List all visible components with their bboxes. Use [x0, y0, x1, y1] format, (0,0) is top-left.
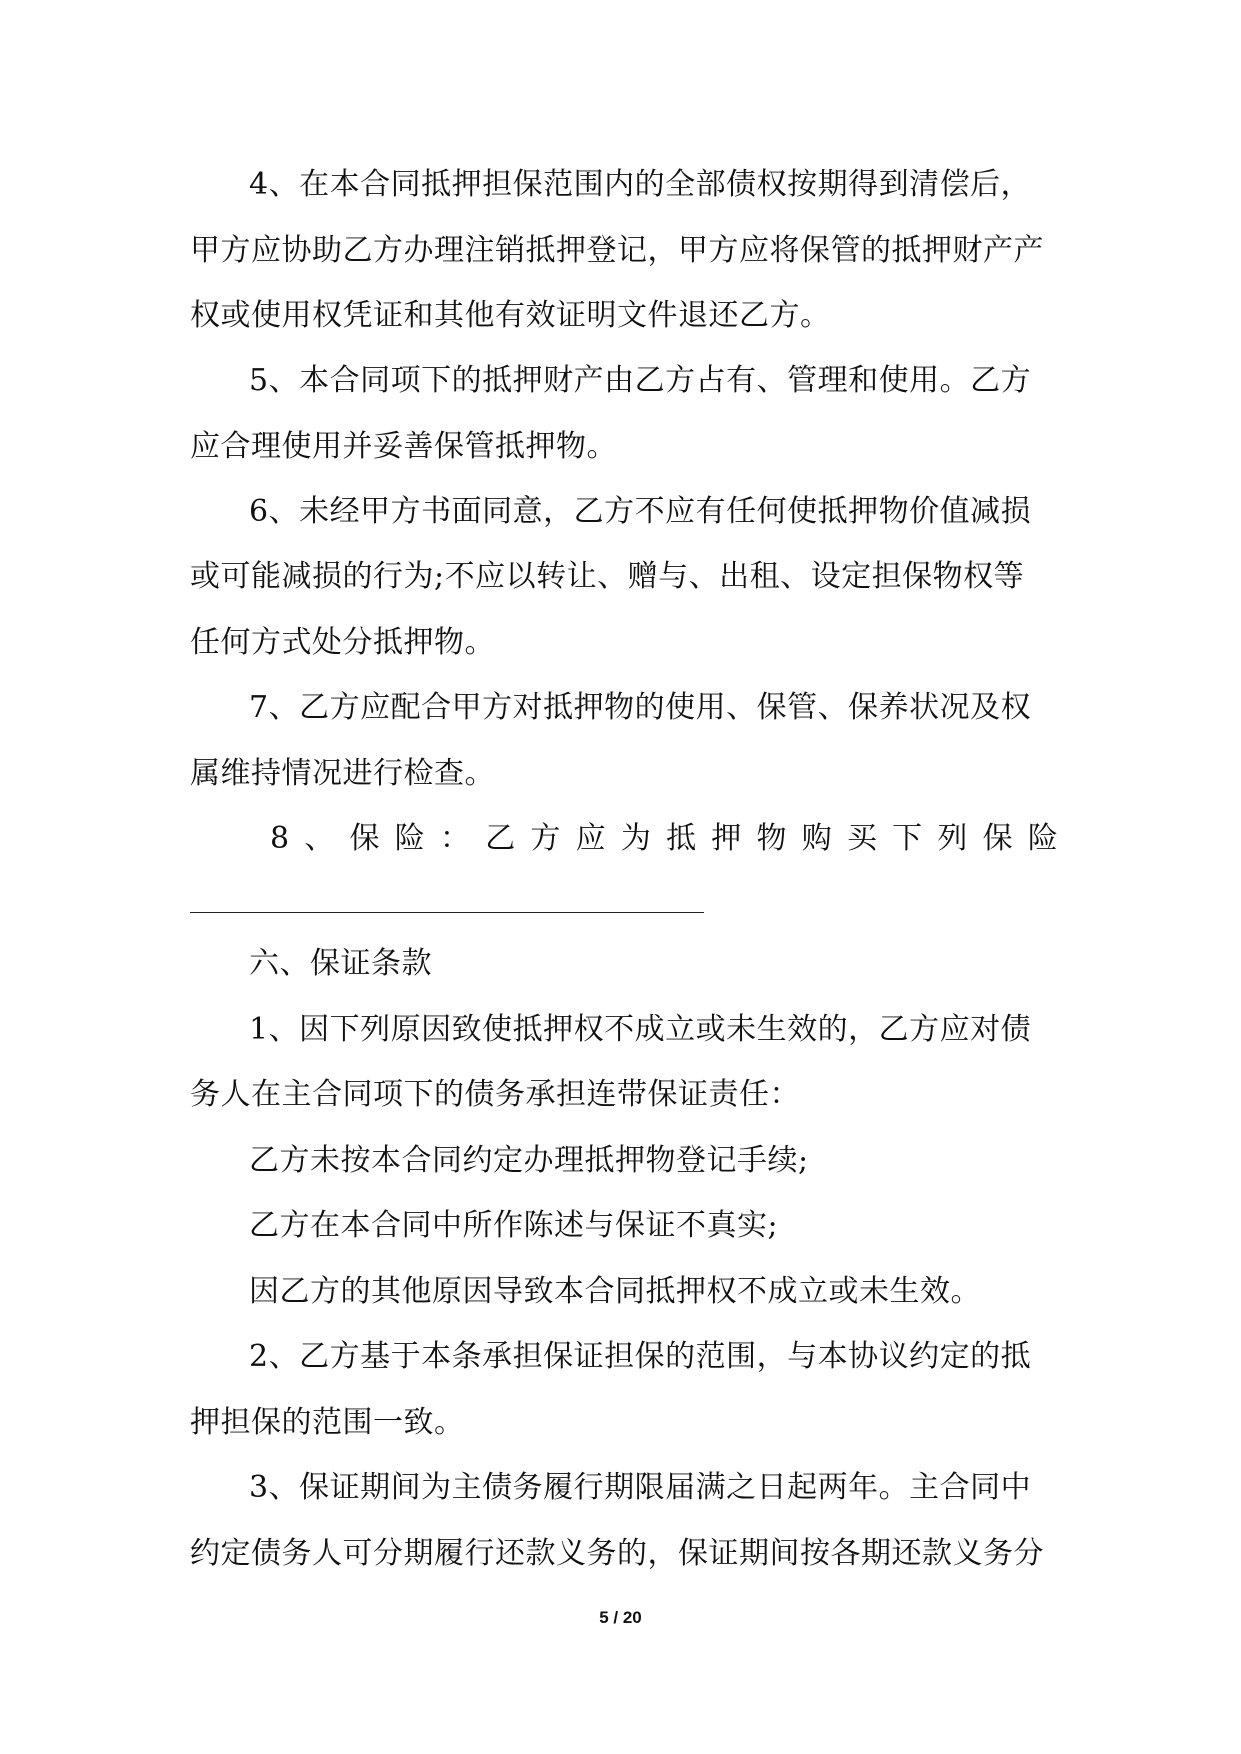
fill-in-blank-line [190, 912, 704, 913]
justified-char: 下 [892, 821, 923, 856]
paragraph-7-line-2: 属维持情况进行检查。 [190, 756, 495, 791]
guarantee-cause-c: 因乙方的其他原因导致本合同抵押权不成立或未生效。 [249, 1274, 981, 1309]
justified-char: ： [439, 821, 470, 856]
justified-char: 购 [801, 821, 832, 856]
paragraph-8-insurance-line [270, 819, 1058, 859]
justified-char: 抵 [666, 821, 697, 856]
paragraph-4-line-1: 4、在本合同抵押担保范围内的全部债权按期得到清偿后， [249, 167, 1032, 202]
justified-char: 列 [937, 821, 968, 856]
guarantee-clause-1-line-1: 1、因下列原因致使抵押权不成立或未生效的，乙方应对债 [249, 1012, 1032, 1047]
justified-char: 、 [304, 821, 335, 856]
page-number: 5 / 20 [599, 1608, 642, 1627]
guarantee-clause-3-line-1: 3、保证期间为主债务履行期限届满之日起两年。主合同中 [249, 1470, 1032, 1505]
justified-char: 8 [270, 821, 290, 856]
justified-char: 险 [394, 821, 425, 856]
guarantee-clause-1-line-2: 务人在主合同项下的债务承担连带保证责任： [190, 1077, 800, 1112]
guarantee-clause-2-line-2: 押担保的范围一致。 [190, 1405, 465, 1440]
justified-char: 应 [575, 821, 606, 856]
justified-char: 方 [530, 821, 561, 856]
justified-char: 物 [756, 821, 787, 856]
justified-char: 险 [1027, 821, 1058, 856]
justified-char: 保 [982, 821, 1013, 856]
paragraph-4-line-2: 甲方应协助乙方办理注销抵押登记，甲方应将保管的抵押财产产 [190, 233, 1044, 268]
guarantee-clause-2-line-1: 2、乙方基于本条承担保证担保的范围，与本协议约定的抵 [249, 1339, 1032, 1374]
justified-char: 押 [711, 821, 742, 856]
paragraph-6-line-2: 或可能减损的行为;不应以转让、赠与、出租、设定担保物权等 [190, 559, 1025, 594]
paragraph-7-line-1: 7、乙方应配合甲方对抵押物的使用、保管、保养状况及权 [249, 690, 1032, 725]
guarantee-cause-b: 乙方在本合同中所作陈述与保证不真实; [249, 1208, 779, 1243]
paragraph-5-line-1: 5、本合同项下的抵押财产由乙方占有、管理和使用。乙方 [249, 363, 1032, 398]
guarantee-cause-a: 乙方未按本合同约定办理抵押物登记手续; [249, 1143, 809, 1178]
paragraph-5-line-2: 应合理使用并妥善保管抵押物。 [190, 429, 617, 464]
justified-char: 为 [620, 821, 651, 856]
justified-char: 乙 [485, 821, 516, 856]
paragraph-6-line-1: 6、未经甲方书面同意，乙方不应有任何使抵押物价值减损 [249, 494, 1032, 529]
paragraph-4-line-3: 权或使用权凭证和其他有效证明文件退还乙方。 [190, 298, 831, 333]
justified-char: 买 [846, 821, 877, 856]
paragraph-6-line-3: 任何方式处分抵押物。 [190, 625, 495, 660]
justified-char: 保 [349, 821, 380, 856]
section-6-heading: 六、保证条款 [249, 946, 432, 981]
guarantee-clause-3-line-2: 约定债务人可分期履行还款义务的，保证期间按各期还款义务分 [190, 1536, 1044, 1571]
